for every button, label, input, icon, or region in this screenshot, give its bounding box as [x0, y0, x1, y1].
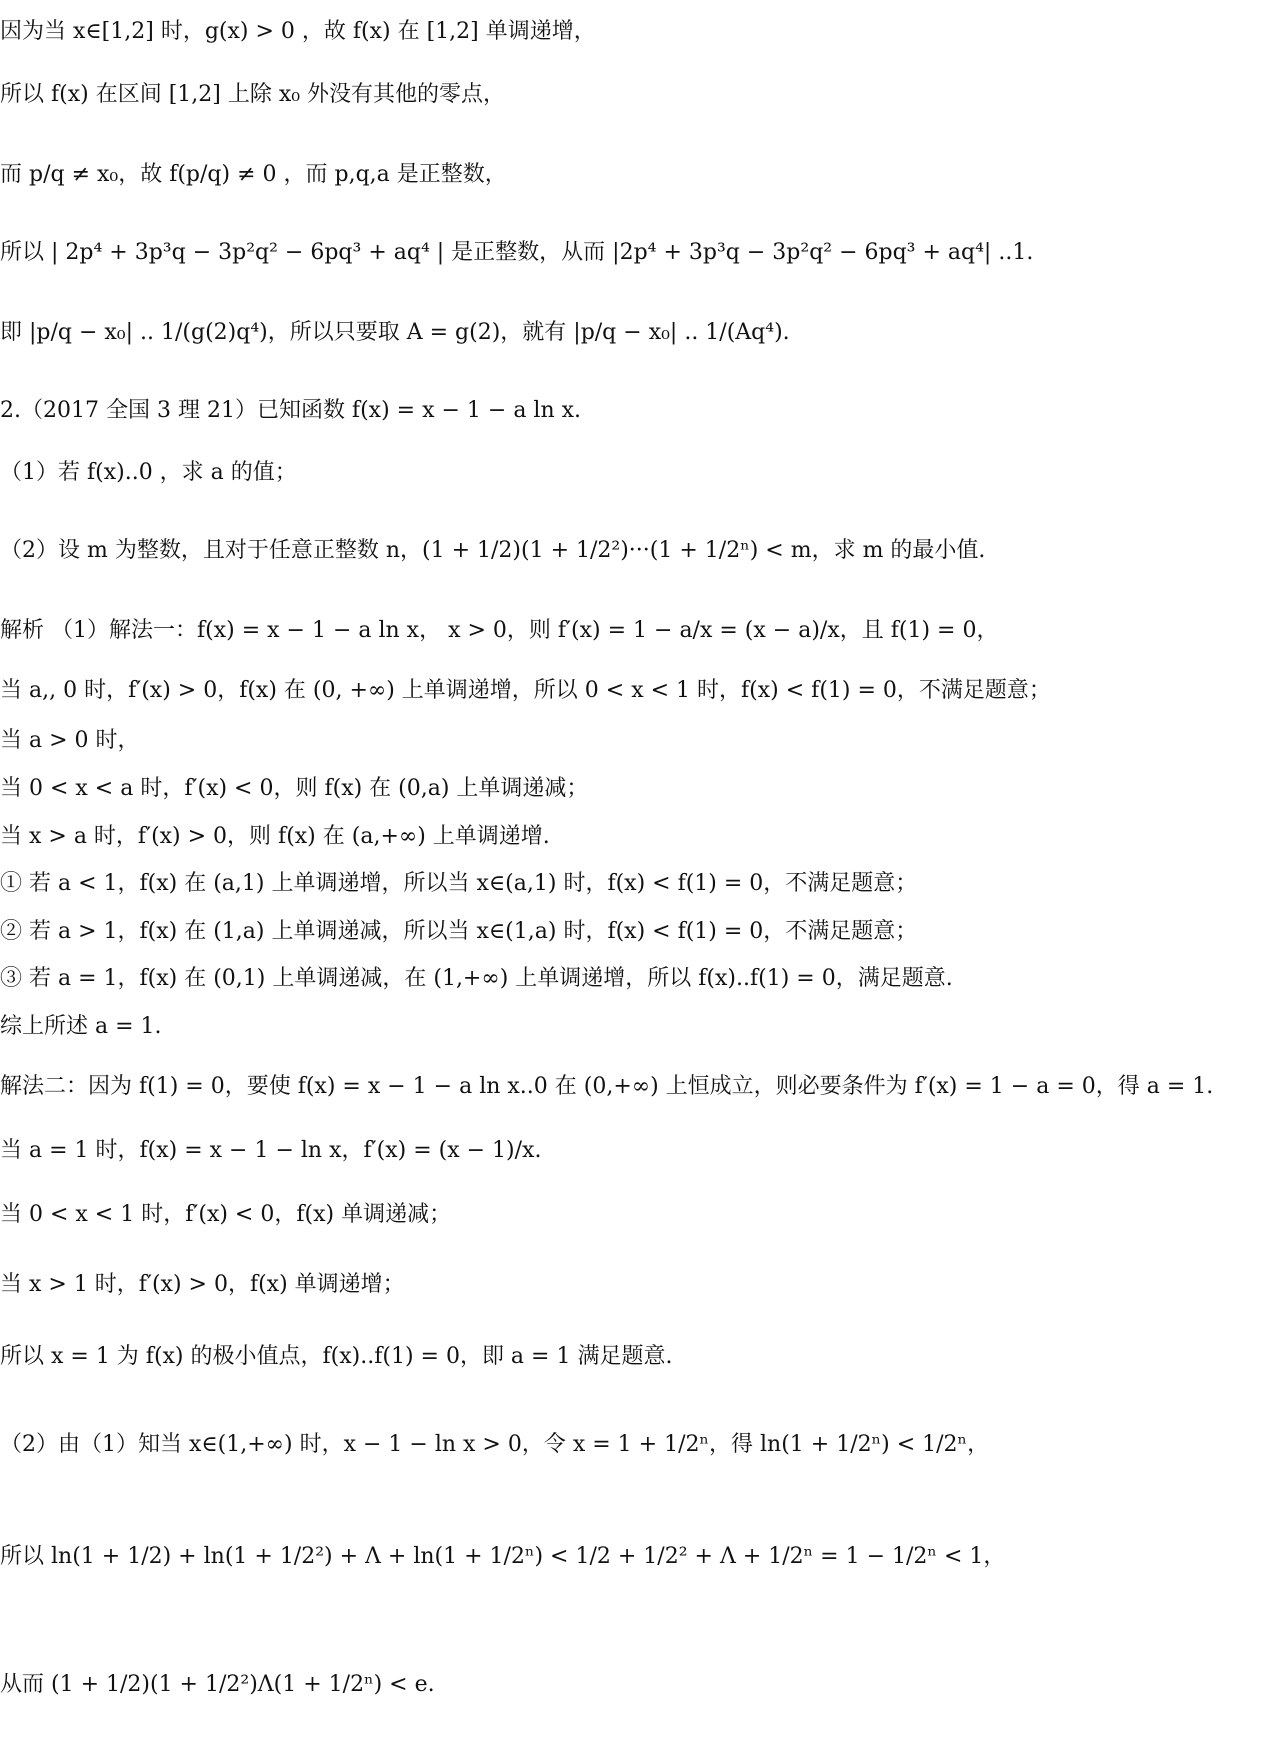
text-line-14: ① 若 a < 1，f(x) 在 (a,1) 上单调递增，所以当 x∈(a,1) 时，f(x) < f(1) = 0，不满足题意；: [0, 871, 918, 896]
text-line-24: 所以 ln(1 + 1/2) + ln(1 + 1/2²) + Λ + ln(1 + 1/2ⁿ) < 1/2 + 1/2² + Λ + 1/2ⁿ = 1 − 1/2ⁿ < 1，: [0, 1544, 1006, 1569]
text-line-6: 2.（2017 全国 3 理 21）已知函数 f(x) = x − 1 − a ln x.: [0, 398, 582, 423]
text-line-25: 从而 (1 + 1/2)(1 + 1/2²)Λ(1 + 1/2ⁿ) < e.: [0, 1672, 435, 1697]
text-line-2: 所以 f(x) 在区间 [1,2] 上除 x₀ 外没有其他的零点，: [0, 82, 506, 107]
text-line-3: 而 p/q ≠ x₀，故 f(p/q) ≠ 0 ，而 p,q,a 是正整数，: [0, 162, 507, 187]
text-line-10: 当 a,, 0 时，f′(x) > 0，f(x) 在 (0, +∞) 上单调递增，所以 0 < x < 1 时，f(x) < f(1) = 0，不满足题意；: [0, 678, 1051, 703]
text-line-1: 因为当 x∈[1,2] 时，g(x) > 0 ，故 f(x) 在 [1,2] 单调递增，: [0, 19, 596, 44]
text-line-22: 所以 x = 1 为 f(x) 的极小值点，f(x)..f(1) = 0，即 a = 1 满足题意.: [0, 1344, 673, 1369]
text-line-11: 当 a > 0 时，: [0, 728, 140, 753]
text-line-18: 解法二：因为 f(1) = 0，要使 f(x) = x − 1 − a ln x..0 在 (0,+∞) 上恒成立，则必要条件为 f′(x) = 1 − a = 0，得 a = 1.: [0, 1074, 1214, 1099]
text-line-12: 当 0 < x < a 时，f′(x) < 0，则 f(x) 在 (0,a) 上单调递减；: [0, 776, 589, 801]
text-line-21: 当 x > 1 时，f′(x) > 0，f(x) 单调递增；: [0, 1272, 405, 1297]
text-line-16: ③ 若 a = 1，f(x) 在 (0,1) 上单调递减，在 (1,+∞) 上单调递增，所以 f(x)..f(1) = 0，满足题意.: [0, 966, 953, 991]
text-line-20: 当 0 < x < 1 时，f′(x) < 0，f(x) 单调递减；: [0, 1202, 452, 1227]
text-line-13: 当 x > a 时，f′(x) > 0，则 f(x) 在 (a,+∞) 上单调递增.: [0, 824, 550, 849]
text-line-23: （2）由（1）知当 x∈(1,+∞) 时，x − 1 − ln x > 0，令 x = 1 + 1/2ⁿ，得 ln(1 + 1/2ⁿ) < 1/2ⁿ，: [0, 1432, 990, 1457]
text-line-15: ② 若 a > 1，f(x) 在 (1,a) 上单调递减，所以当 x∈(1,a) 时，f(x) < f(1) = 0，不满足题意；: [0, 919, 918, 944]
text-line-9: 解析 （1）解法一：f(x) = x − 1 − a ln x， x > 0，则 f′(x) = 1 − a/x = (x − a)/x，且 f(1) = 0，: [0, 618, 999, 643]
text-line-4: 所以 | 2p⁴ + 3p³q − 3p²q² − 6pq³ + aq⁴ | 是正整数，从而 |2p⁴ + 3p³q − 3p²q² − 6pq³ + aq⁴| ..1.: [0, 240, 1034, 265]
text-line-8: （2）设 m 为整数，且对于任意正整数 n，(1 + 1/2)(1 + 1/2²)···(1 + 1/2ⁿ) < m，求 m 的最小值.: [0, 538, 986, 563]
text-line-17: 综上所述 a = 1.: [0, 1014, 162, 1039]
text-line-7: （1）若 f(x)..0 ，求 a 的值；: [0, 460, 297, 485]
text-line-5: 即 |p/q − x₀| .. 1/(g(2)q⁴)，所以只要取 A = g(2)，就有 |p/q − x₀| .. 1/(Aq⁴).: [0, 320, 790, 345]
text-line-19: 当 a = 1 时，f(x) = x − 1 − ln x，f′(x) = (x − 1)/x.: [0, 1138, 542, 1163]
